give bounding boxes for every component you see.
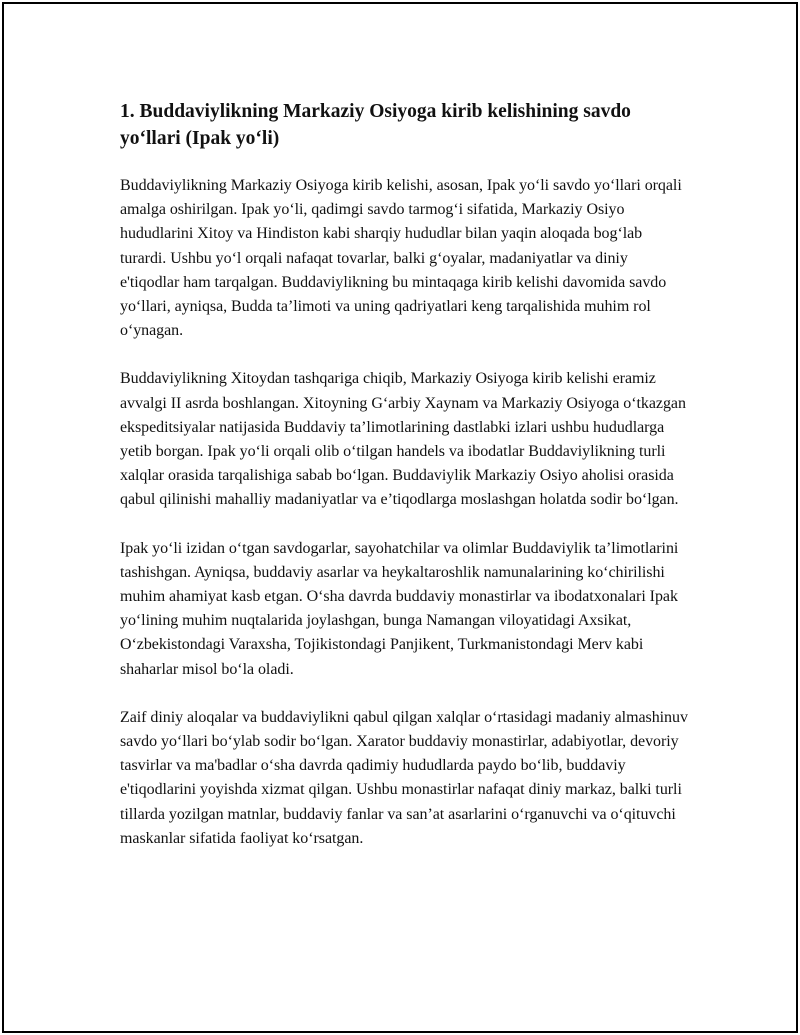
section-heading: 1. Buddaviylikning Markaziy Osiyoga kirib kelishining savdo yo‘llari (Ipak yo‘li)	[120, 101, 631, 149]
paragraph-3: Ipak yo‘li izidan o‘tgan savdogarlar, sayohatchilar va olimlar Buddaviylik ta’limotlarini tashishgan. Ayniqsa, buddaviy asarlar va heykaltaroshlik namunalarining ko‘chirilishi muhim ahamiyat kasb etgan. O‘sha davrda buddaviy monastirlar va ibodatxonalari Ipak yo‘lining muhim nuqtalarida joylashgan, bunga Namangan viloyatidagi Axsikat, O‘zbekistondagi Varaxsha, Tojikistondagi Panjikent, Turkmanistondagi Merv kabi shaharlar misol bo‘la oladi.	[120, 539, 679, 678]
paragraph-4: Zaif diniy aloqalar va buddaviylikni qabul qilgan xalqlar o‘rtasidagi madaniy almashinuv savdo yo‘llari bo‘ylab sodir bo‘lgan. Xarator buddaviy monastirlar, adabiyotlar, devoriy tasvirlar va ma'badlar o‘sha davrda qadimiy hududlarda paydo bo‘lib, buddaviy e'tiqodlarini yoyishda xizmat qilgan. Ushbu monastirlar nafaqat diniy markaz, balki turli tillarda yozilgan matnlar, buddaviy fanlar va san’at asarlarini o‘rganuvchi va o‘qituvchi maskanlar sifatida faoliyat ko‘rsatgan.	[120, 708, 688, 847]
paragraph-2: Buddaviylikning Xitoydan tashqariga chiqib, Markaziy Osiyoga kirib kelishi eramiz avvalgi II asrda boshlangan. Xitoyning G‘arbiy Xaynam va Markaziy Osiyoga o‘tkazgan ekspeditsiyalar natijasida Buddaviy ta’limotlarining dastlabki izlari ushbu hududlarga yetib borgan. Ipak yo‘li orqali olib o‘tilgan handels va ibodatlar Buddaviylikning turli xalqlar orasida tarqalishiga sabab bo‘lgan. Buddaviylik Markaziy Osiyo aholisi orasida qabul qilinishi mahalliy madaniyatlar va e’tiqodlarga moslashgan holatda sodir bo‘lgan.	[120, 370, 686, 509]
document-body	[120, 98, 690, 875]
paragraph-1: Buddaviylikning Markaziy Osiyoga kirib kelishi, asosan, Ipak yo‘li savdo yo‘llari orqali amalga oshirilgan. Ipak yo‘li, qadimgi savdo tarmog‘i sifatida, Markaziy Osiyo hududlarini Xitoy va Hindiston kabi sharqiy hududlar bilan yaqin aloqada bog‘lab turardi. Ushbu yo‘l orqali nafaqat tovarlar, balki g‘oyalar, madaniyatlar va diniy e'tiqodlar ham tarqalgan. Buddaviylikning bu mintaqaga kirib kelishi davomida savdo yo‘llari, ayniqsa, Budda ta’limoti va uning qadriyatlari keng tarqalishida muhim rol o‘ynagan.	[120, 177, 682, 340]
document-page	[2, 2, 798, 1033]
